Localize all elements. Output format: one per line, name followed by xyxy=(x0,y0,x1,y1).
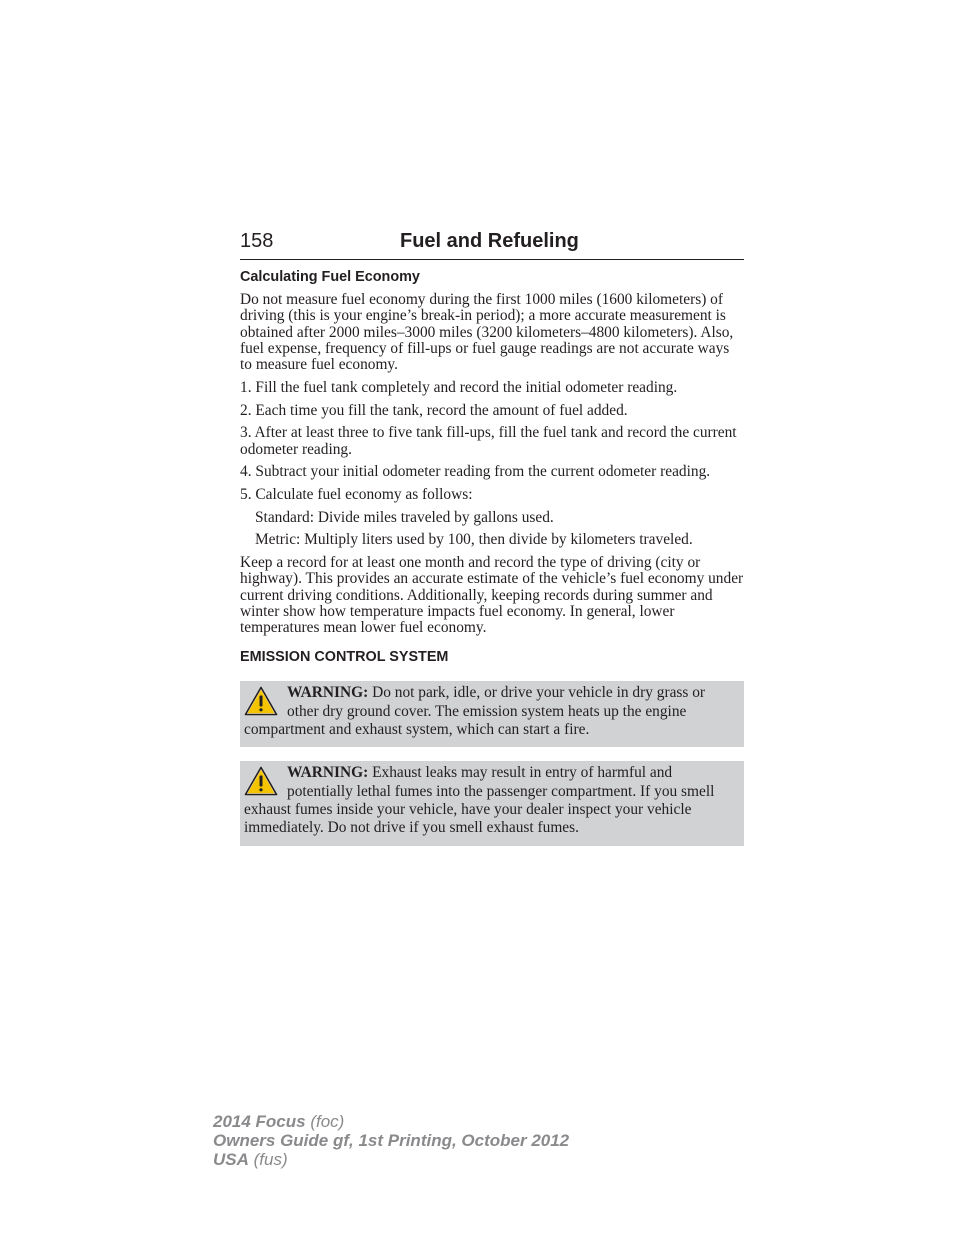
page-number: 158 xyxy=(240,230,274,252)
page-title: Fuel and Refueling xyxy=(400,230,579,252)
warning-triangle-icon xyxy=(244,766,278,796)
step-3: 3. After at least three to five tank fill-ups, fill the fuel tank and record the current odometer reading. xyxy=(240,424,737,458)
fuel-economy-heading: Calculating Fuel Economy xyxy=(240,269,420,285)
fuel-economy-intro: Do not measure fuel economy during the first 1000 miles (1600 kilometers) of driving (this is your engine’s break-in period); a more accurate measurement is obtained after 2000 miles–3000 miles (3200 kilometers–4800 kilometers). Also, fuel expense, frequency of fill-ups or fuel gauge readings are not accurate ways to measure fuel economy. xyxy=(240,291,734,374)
page-content xyxy=(240,268,744,860)
warning-text: Do not park, idle, or drive your vehicle in dry grass or other dry ground cover. The emission system heats up the engine compartment and exhaust system, which can start a fire. xyxy=(244,684,706,739)
step-5: 5. Calculate fuel economy as follows: xyxy=(240,485,473,503)
warning-label: WARNING: xyxy=(287,684,369,702)
step-4: 4. Subtract your initial odometer reading from the current odometer reading. xyxy=(240,463,711,481)
fuel-economy-closing: Keep a record for at least one month and record the type of driving (city or highway). This provides an accurate estimate of the vehicle’s fuel economy under current driving conditions. Additionally, keeping records during summer and winter show how temperature impacts fuel economy. In general, lower temperatures mean lower fuel economy. xyxy=(240,553,744,637)
footer-guide: Owners Guide gf, 1st Printing, October 2012 xyxy=(213,1131,570,1150)
warning-box-fumes xyxy=(240,761,744,845)
warning-triangle-icon xyxy=(244,686,278,716)
footer-model: 2014 Focus xyxy=(213,1112,306,1131)
footer-model-line xyxy=(213,1112,569,1131)
footer-region: USA xyxy=(213,1150,249,1169)
warning-box-fire xyxy=(240,681,744,747)
page-footer xyxy=(213,1112,569,1169)
step-1: 1. Fill the fuel tank completely and record the initial odometer reading. xyxy=(240,378,678,396)
footer-model-code: (foc) xyxy=(310,1112,345,1131)
standard-formula: Standard: Divide miles traveled by gallons used. xyxy=(255,508,554,526)
footer-region-code: (fus) xyxy=(253,1150,288,1169)
warning-label: WARNING: xyxy=(287,764,369,782)
step-2: 2. Each time you fill the tank, record the amount of fuel added. xyxy=(240,401,628,419)
warning-text: Exhaust leaks may result in entry of harmful and potentially lethal fumes into the passenger compartment. If you smell exhaust fumes inside your vehicle, have your dealer inspect your vehicle immediately. Do not drive if you smell exhaust fumes. xyxy=(244,764,715,837)
footer-region-line xyxy=(213,1150,569,1169)
emission-heading: EMISSION CONTROL SYSTEM xyxy=(240,649,449,666)
metric-formula: Metric: Multiply liters used by 100, then divide by kilometers traveled. xyxy=(255,531,693,549)
page-header xyxy=(240,229,744,260)
